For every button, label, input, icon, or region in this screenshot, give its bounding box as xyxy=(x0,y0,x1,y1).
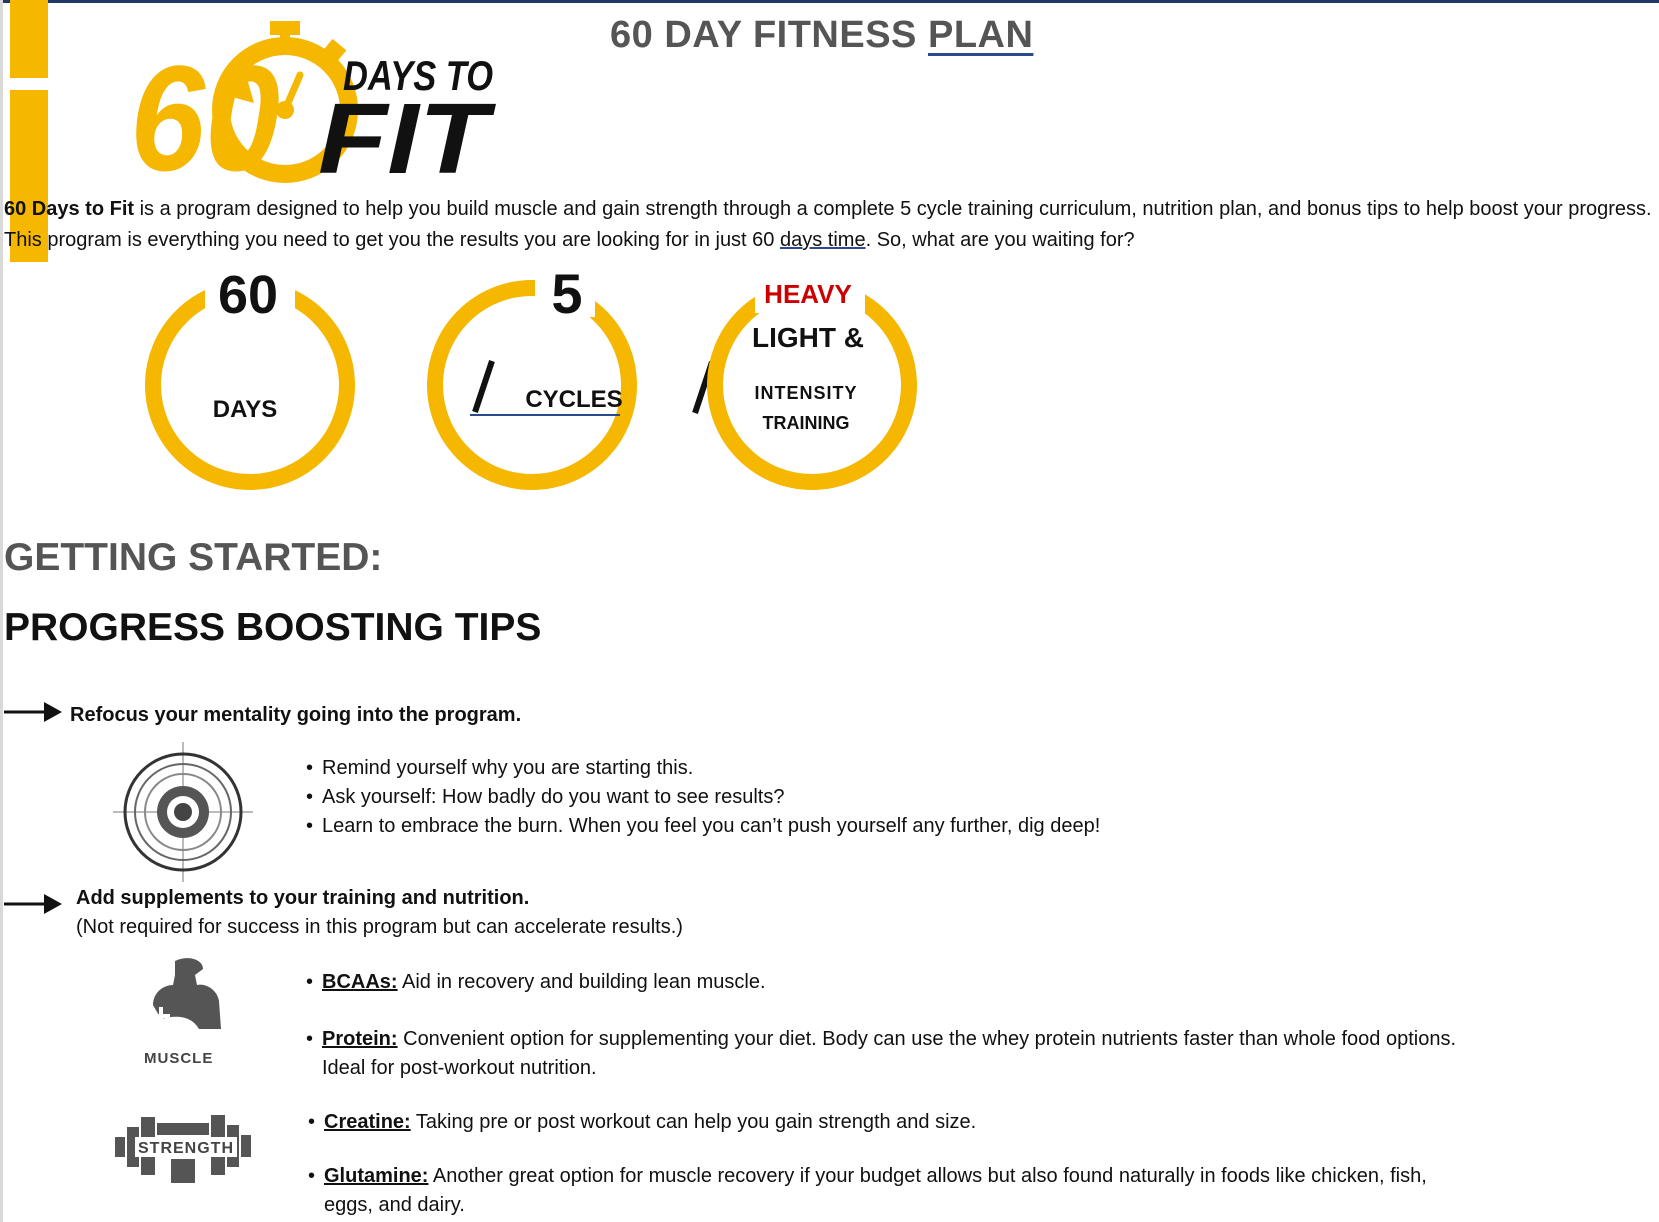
page-title-text: 60 DAY FITNESS xyxy=(610,14,928,56)
arrow-right-icon xyxy=(4,892,62,916)
term: Glutamine: xyxy=(324,1165,429,1187)
intro-paragraph xyxy=(4,194,1654,256)
stat-training-line2: TRAINING xyxy=(762,413,850,433)
muscle-icon xyxy=(145,955,225,1035)
term-description: Aid in recovery and building lean muscle. xyxy=(397,971,766,993)
term: Creatine: xyxy=(324,1111,411,1133)
getting-started-heading: GETTING STARTED: xyxy=(4,536,383,579)
term-description: Taking pre or post workout can help you gain strength and size. xyxy=(410,1111,977,1133)
progress-tips-heading: PROGRESS BOOSTING TIPS xyxy=(4,606,542,649)
stat-training xyxy=(715,275,909,482)
muscle-icon-block xyxy=(135,955,235,1070)
strength-caption: STRENGTH xyxy=(138,1140,234,1157)
list-item: • Learn to embrace the burn. When you feel you can’t push yourself any further, dig deep! xyxy=(306,812,1606,841)
term-description: Convenient option for supplementing your diet. Body can use the whey protein nutrients faster than whole food options. Ideal for post-workout nutrition. xyxy=(322,1028,1456,1079)
intro-lead: 60 Days to Fit xyxy=(4,198,135,220)
tip1-heading: Refocus your mentality going into the program. xyxy=(70,704,522,726)
term: Protein: xyxy=(322,1028,398,1050)
intro-underlined: days time xyxy=(779,229,866,251)
stat-days-number: 60 xyxy=(217,265,279,325)
page-title-underlined: PLAN xyxy=(927,14,1034,56)
term-description: Another great option for muscle recovery if your budget allows but also found naturally in foods like chicken, fish, eggs, and dairy. xyxy=(324,1165,1427,1216)
list-item xyxy=(306,968,1456,997)
list-item xyxy=(308,1108,1458,1137)
logo-line1: DAYS TO xyxy=(343,52,493,99)
logo-number: 60 xyxy=(130,34,280,190)
strength-icon xyxy=(115,1105,255,1185)
stat-cycles xyxy=(435,255,629,482)
tip2-item-1 xyxy=(306,968,1456,997)
list-item: • Ask yourself: How badly do you want to see results? xyxy=(306,783,1606,812)
stat-training-line1: INTENSITY xyxy=(754,383,858,403)
stat-cycles-number: 5 xyxy=(551,262,583,325)
top-border xyxy=(0,0,1659,3)
intro-text-b: . So, what are you waiting for? xyxy=(865,229,1135,251)
list-item xyxy=(306,1025,1456,1083)
list-item xyxy=(308,1162,1458,1220)
stat-training-top: HEAVY xyxy=(764,279,852,309)
stat-circles xyxy=(0,255,1000,505)
intro-text-a: is a program designed to help you build muscle and gain strength through a complete 5 cycle training curriculum, nutrition plan, and bonus tips to help boost your progress. This program is everything you need to get you the results you are looking for in just 60 xyxy=(4,198,1652,251)
tip2-item-3 xyxy=(308,1108,1458,1137)
tip2-item-2 xyxy=(306,1025,1456,1083)
stat-cycles-label: CYCLES xyxy=(525,386,623,413)
logo-line2: FIT xyxy=(318,83,497,190)
days-to-fit-logo xyxy=(130,15,530,190)
list-item: • Remind yourself why you are starting this. xyxy=(306,754,1606,783)
page-title xyxy=(610,14,1033,57)
term: BCAAs: xyxy=(322,971,398,993)
accent-bar-top xyxy=(10,0,48,78)
tip1-bullet-list xyxy=(306,754,1606,841)
tip2-subheading: (Not required for success in this program but can accelerate results.) xyxy=(76,916,683,938)
left-margin-line xyxy=(0,0,3,1222)
muscle-caption: MUSCLE xyxy=(144,1050,214,1067)
tip2-item-4 xyxy=(308,1162,1458,1220)
tip2-heading: Add supplements to your training and nutrition. xyxy=(76,887,530,909)
stat-days xyxy=(153,255,347,482)
stat-training-mid: LIGHT & xyxy=(752,322,864,353)
slash-mark xyxy=(475,361,492,412)
target-icon xyxy=(113,742,253,882)
stat-days-label: DAYS xyxy=(212,396,278,423)
arrow-right-icon xyxy=(4,700,62,724)
